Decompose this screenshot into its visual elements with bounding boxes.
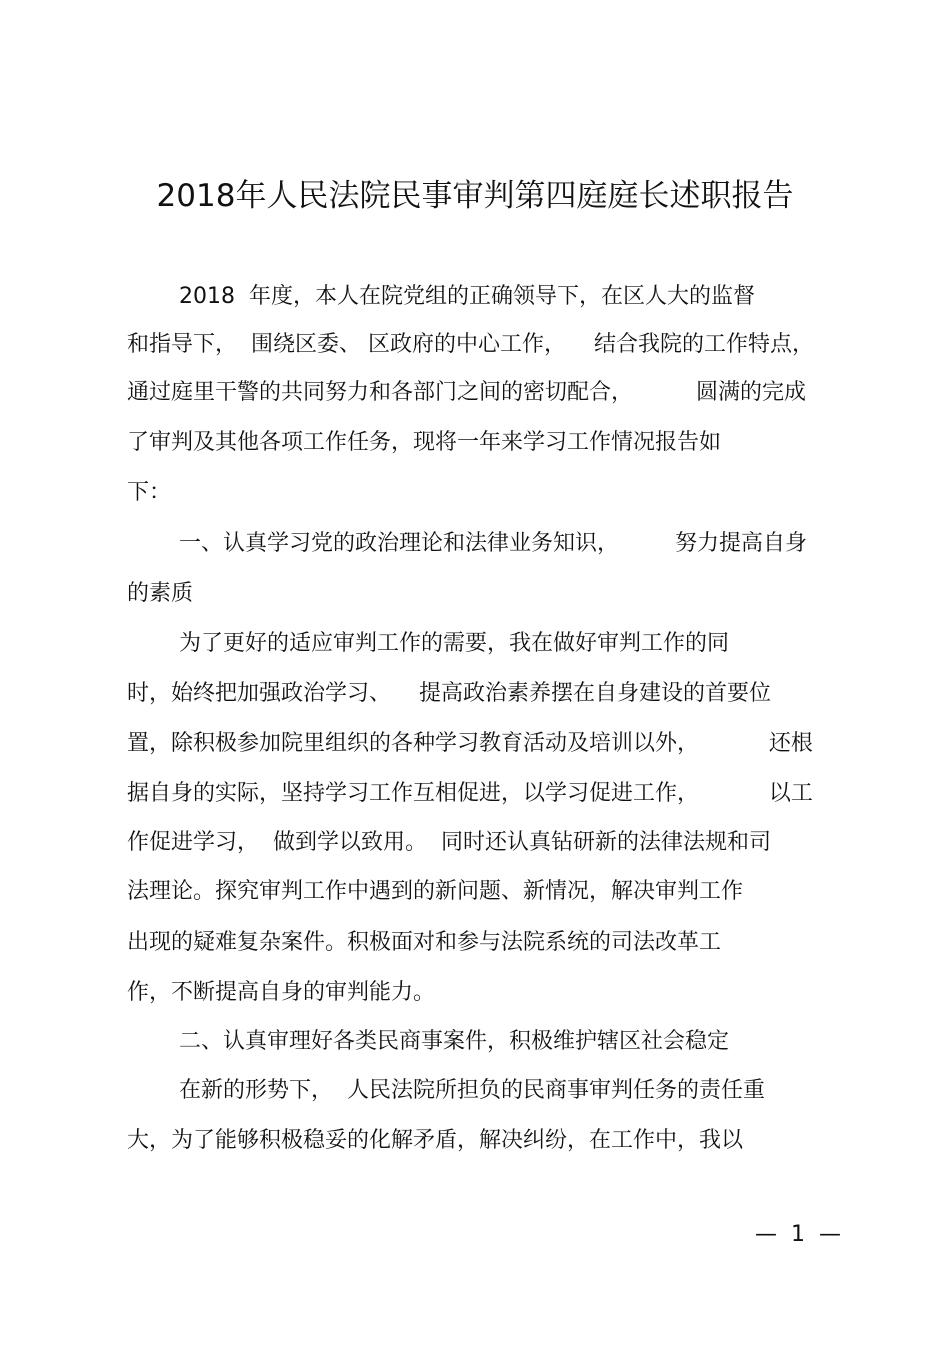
section-heading-line: 二、认真审理好各类民商事案件，积极维护辖区社会稳定	[179, 1029, 730, 1054]
paragraph-line: 在新的形势下， 人民法院所担负的民商事审判任务的责任重	[179, 1078, 765, 1103]
paragraph-line: 法理论。探究审判工作中遇到的新问题、新情况，解决审判工作	[127, 879, 744, 904]
paragraph-line: 了审判及其他各项工作任务，现将一年来学习工作情况报告如	[127, 430, 722, 455]
paragraph-line: 据自身的实际，坚持学习工作互相促进，以学习促进工作， 以工	[127, 781, 813, 806]
section-heading-line: 的素质	[127, 581, 194, 606]
paragraph-line: 大，为了能够积极稳妥的化解矛盾，解决纠纷，在工作中，我以	[127, 1128, 744, 1153]
paragraph-line: 通过庭里干警的共同努力和各部门之间的密切配合， 圆满的完成	[127, 380, 806, 405]
paragraph-line: 2018 年度，本人在院党组的正确领导下，在区人大的监督	[179, 284, 755, 309]
paragraph-line: 时，始终把加强政治学习、 提高政治素养摆在自身建设的首要位	[127, 681, 771, 706]
paragraph-line: 出现的疑难复杂案件。积极面对和参与法院系统的司法改革工	[127, 930, 722, 955]
paragraph-line: 下：	[127, 480, 172, 505]
document-title: 2018年人民法院民事审判第四庭庭长述职报告	[156, 178, 794, 214]
paragraph-line: 作促进学习， 做到学以致用。 同时还认真钻研新的法律法规和司	[127, 830, 771, 855]
section-heading-line: 一、认真学习党的政治理论和法律业务知识， 努力提高自身	[179, 531, 807, 556]
paragraph-line: 为了更好的适应审判工作的需要，我在做好审判工作的同	[179, 631, 730, 656]
paragraph-line: 置，除积极参加院里组织的各种学习教育活动及培训以外， 还根	[127, 731, 813, 756]
paragraph-line: 作，不断提高自身的审判能力。	[127, 980, 436, 1005]
paragraph-line: 和指导下， 围绕区委、 区政府的中心工作， 结合我院的工作特点，	[127, 332, 814, 357]
page-number: — 1 —	[755, 1222, 841, 1247]
